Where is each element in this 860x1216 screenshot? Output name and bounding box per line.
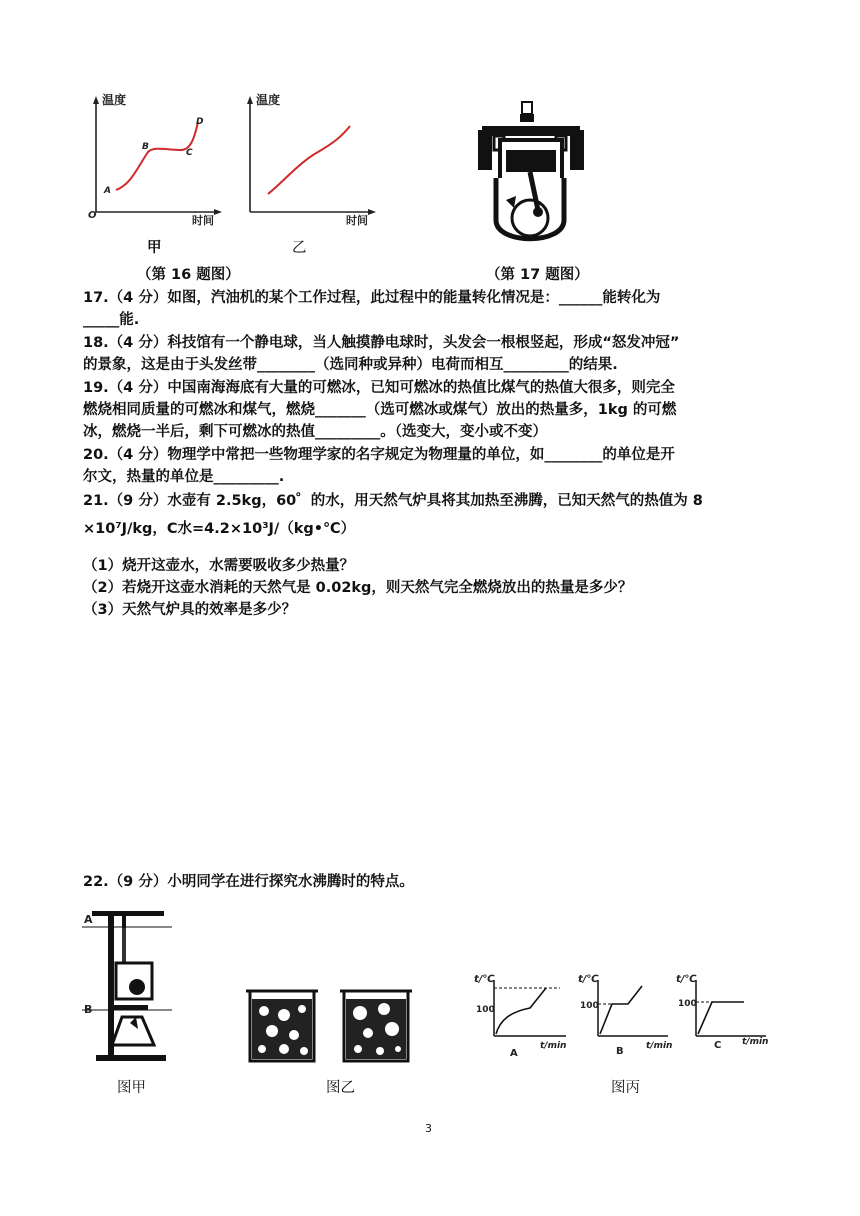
fig-bing-b-label: B: [616, 1046, 624, 1057]
graph-yi-ylabel: 温度: [256, 93, 281, 107]
question-21-sub2: （2）若烧开这壶水消耗的天然气是 0.02kg，则天然气完全燃烧放出的热量是多少？: [83, 580, 633, 596]
graph-jia-origin: O: [88, 210, 97, 221]
question-17-line1: 17.（4 分）如图，汽油机的某个工作过程，此过程中的能量转化情况是：______能转化为: [83, 290, 661, 306]
fig-bing-a-tick: 100: [476, 1005, 495, 1015]
question-22-line1: 22.（9 分）小明同学在进行探究水沸腾时的特点。: [83, 874, 414, 890]
caption-fig-jia: 图甲: [117, 1080, 146, 1096]
fig-bing-c-label: C: [714, 1040, 722, 1051]
graph-jia-label: 甲: [147, 240, 162, 256]
temperature-time-graph-jia: [86, 90, 236, 230]
graph-jia-ylabel: 温度: [102, 93, 127, 107]
question-21-line2: ×10⁷J/kg，C水=4.2×10³J/（kg•℃）: [83, 521, 356, 537]
fig-bing-c-ylabel: t/℃: [676, 974, 697, 985]
question-18-line2: 的景象，这是由于头发丝带________（选同种或异种）电荷而相互_________的结果.: [83, 357, 618, 373]
caption-fig-yi: 图乙: [326, 1080, 355, 1096]
graph-jia-point-d: D: [196, 117, 204, 127]
caption-fig-17: （第 17 题图）: [486, 267, 589, 283]
temperature-time-graph-yi: [240, 90, 390, 230]
graph-yi-label: 乙: [292, 240, 307, 256]
fig-bing-a-xlabel: t/min: [540, 1041, 567, 1051]
graph-jia-point-a: A: [104, 186, 111, 196]
question-21-line1: 21.（9 分）水壶有 2.5kg，60゜的水，用天然气炉具将其加热至沸腾，已知天然气的热值为 8: [83, 493, 703, 509]
question-21-sub3: （3）天然气炉具的效率是多少？: [83, 602, 297, 618]
fig-jia-label-a: A: [84, 913, 93, 926]
gasoline-engine-figure: [476, 100, 586, 255]
fig-bing-b-xlabel: t/min: [646, 1041, 673, 1051]
page-number: 3: [425, 1122, 432, 1135]
question-20-line1: 20.（4 分）物理学中常把一些物理学家的名字规定为物理量的单位，如________的单位是开: [83, 447, 675, 463]
beaker-bubbles-figure: [244, 985, 414, 1065]
fig-bing-c-xlabel: t/min: [742, 1037, 769, 1047]
question-20-line2: 尔文，热量的单位是_________.: [83, 469, 285, 485]
question-19-line1: 19.（4 分）中国南海海底有大量的可燃冰，已知可燃冰的热值比煤气的热值大很多，则完全: [83, 380, 675, 396]
fig-bing-a-label: A: [510, 1048, 518, 1059]
graph-jia-xlabel: 时间: [192, 214, 214, 227]
fig-bing-a-ylabel: t/℃: [474, 974, 495, 985]
graph-jia-point-b: B: [142, 142, 149, 152]
boiling-graphs-figure: [470, 968, 775, 1068]
question-17-line2: _____能.: [83, 312, 140, 328]
fig-bing-c-tick: 100: [678, 999, 697, 1009]
graph-jia-point-c: C: [186, 148, 193, 158]
question-18-line1: 18.（4 分）科技馆有一个静电球，当人触摸静电球时，头发会一根根竖起，形成“怒发冲冠”: [83, 335, 680, 351]
fig-jia-label-b: B: [84, 1003, 93, 1016]
question-19-line3: 冰，燃烧一半后，剩下可燃冰的热值_________。（选变大，变小或不变）: [83, 424, 547, 440]
boiling-apparatus-figure: [82, 905, 172, 1065]
question-21-sub1: （1）烧开这壶水，水需要吸收多少热量？: [83, 558, 355, 574]
graph-yi-xlabel: 时间: [346, 214, 368, 227]
fig-bing-b-ylabel: t/℃: [578, 974, 599, 985]
caption-fig-bing: 图丙: [611, 1080, 640, 1096]
fig-bing-b-tick: 100: [580, 1001, 599, 1011]
question-19-line2: 燃烧相同质量的可燃冰和煤气，燃烧_______（选可燃冰或煤气）放出的热量多，1kg 的可燃: [83, 402, 677, 418]
caption-fig-16: （第 16 题图）: [137, 267, 240, 283]
